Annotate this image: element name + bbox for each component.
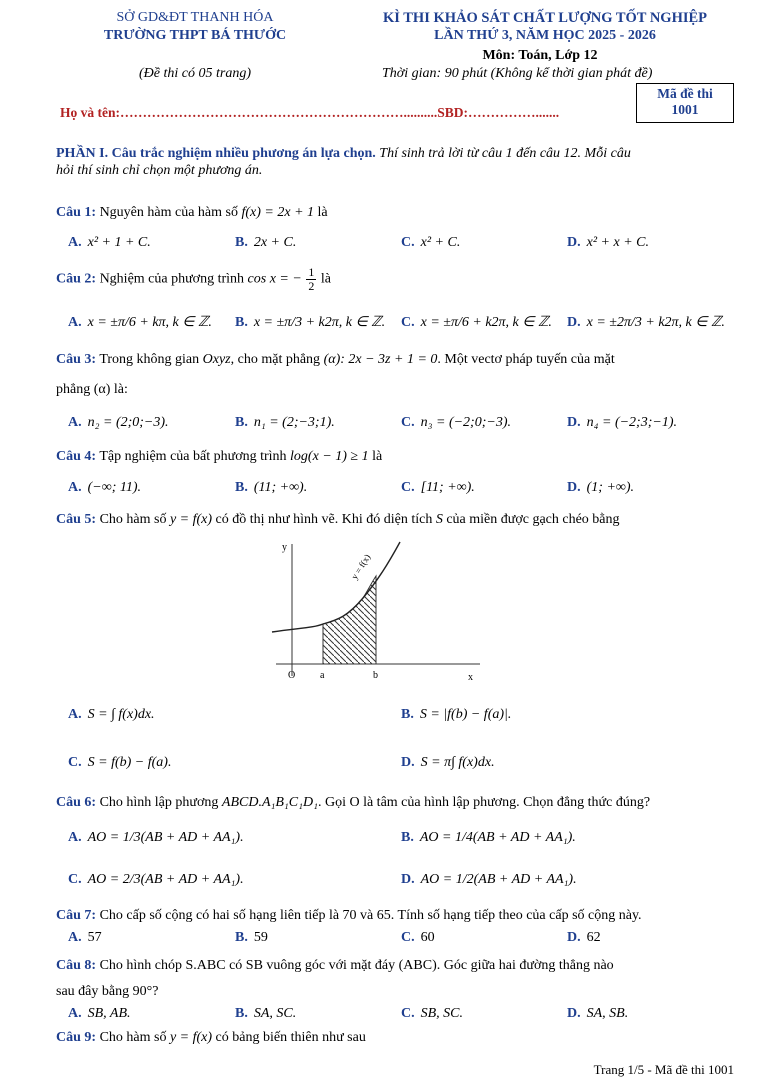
curve-f [272, 542, 400, 632]
q6-option-c[interactable]: C. AO = 2/3(AB + AD + AA₁). [68, 872, 244, 887]
question-text-3: . Một vectơ pháp tuyến của mặt [437, 352, 615, 367]
q1-option-b[interactable]: B. 2x + C. [235, 235, 297, 250]
question-number: Câu 6: [56, 795, 97, 810]
part-instructions-2: hỏi thí sinh chỉ chọn một phương án. [56, 163, 263, 178]
question-number: Câu 4: [56, 449, 97, 464]
area-symbol: S [435, 512, 443, 527]
question-tail: . Gọi O là tâm của hình lập phương. Chọn đẳng thức đúng? [317, 795, 651, 810]
q3-option-c[interactable]: C. n₃ = (−2;0;−3). [401, 415, 511, 430]
question-8-line-2: sau đây bằng 90°? [56, 984, 159, 999]
question-text: Trong không gian [99, 352, 200, 367]
q4-option-d[interactable]: D. (1; +∞). [567, 480, 635, 495]
q8-option-b[interactable]: B. SA, SC. [235, 1006, 297, 1021]
question-text: Nguyên hàm của hàm số [99, 205, 238, 220]
y-axis-label: y [282, 542, 287, 553]
q3-option-d[interactable]: D. n₄ = (−2;3;−1). [567, 415, 677, 430]
question-3-line-2: phẳng (α) là: [56, 382, 128, 397]
area-graph-figure [268, 536, 488, 686]
question-tail: là [320, 271, 331, 287]
question-text: Cho hàm số [99, 512, 167, 527]
part-title: PHẦN I. Câu trắc nghiệm nhiều phương án lựa chọn. [56, 146, 376, 161]
question-9 [56, 1030, 366, 1046]
school-dept: SỞ GD&ĐT THANH HÓA [116, 10, 274, 25]
exam-subject: Môn: Toán, Lớp 12 [482, 48, 598, 63]
q5-option-a[interactable]: A. S = ∫ f(x)dx. [68, 707, 155, 722]
question-number: Câu 7: [56, 908, 97, 923]
question-math: f(x) = 2x + 1 [241, 205, 315, 220]
a-label: a [320, 670, 325, 681]
q8-option-a[interactable]: A. SB, AB. [68, 1006, 131, 1021]
q7-option-c[interactable]: C. 60 [401, 930, 435, 945]
question-math: cos x = − [247, 271, 302, 287]
question-math: y = f(x) [169, 512, 213, 527]
fraction-one-half: $\frac{1}{2}$ [308, 265, 315, 293]
question-text: Cho hình lập phương [99, 795, 219, 810]
question-math: log(x − 1) ≥ 1 [290, 449, 369, 464]
q2-option-b[interactable]: B. x = ±π/3 + k2π, k ∈ ℤ. [235, 315, 386, 330]
question-7 [56, 908, 642, 924]
question-math: Oxyz [202, 352, 231, 367]
q1-option-c[interactable]: C. x² + C. [401, 235, 461, 250]
exam-time: Thời gian: 90 phút (Không kể thời gian phát đề) [382, 66, 653, 81]
question-text: Nghiệm của phương trình [99, 271, 245, 287]
q6-option-a[interactable]: A. AO = 1/3(AB + AD + AA₁). [68, 830, 244, 845]
b-label: b [373, 670, 378, 681]
exam-round: LẦN THỨ 3, NĂM HỌC 2025 - 2026 [434, 28, 656, 43]
part-heading [56, 146, 736, 162]
question-text: Cho cấp số cộng có hai số hạng liên tiếp là 70 và 65. Tính số hạng tiếp theo của cấp số cộng này. [99, 908, 642, 923]
x-axis-label: x [468, 672, 473, 683]
question-number: Câu 1: [56, 205, 97, 220]
question-math: ABCD.A₁B₁C₁D₁ [221, 795, 318, 810]
question-math: y = f(x) [169, 1030, 213, 1045]
question-6 [56, 795, 650, 811]
q6-option-d[interactable]: D. AO = 1/2(AB + AD + AA₁). [401, 872, 577, 887]
question-4 [56, 449, 382, 465]
question-number: Câu 5: [56, 512, 97, 527]
q4-option-c[interactable]: C. [11; +∞). [401, 480, 475, 495]
q5-option-b[interactable]: B. S = |f(b) − f(a)|. [401, 707, 512, 722]
q7-option-b[interactable]: B. 59 [235, 930, 268, 945]
shaded-area [323, 576, 376, 664]
school-name: TRƯỜNG THPT BÁ THƯỚC [103, 28, 287, 43]
question-number: Câu 8: [56, 958, 97, 973]
exam-title: KÌ THI KHẢO SÁT CHẤT LƯỢNG TỐT NGHIỆP [382, 10, 708, 26]
question-text: Cho hàm số [99, 1030, 167, 1045]
q5-option-d[interactable]: D. S = π∫ f(x)dx. [401, 755, 495, 770]
question-tail-2: của miền được gạch chéo bằng [446, 512, 620, 527]
q5-option-c[interactable]: C. S = f(b) − f(a). [68, 755, 172, 770]
q8-option-d[interactable]: D. SA, SB. [567, 1006, 629, 1021]
q3-option-b[interactable]: B. n₁ = (2;−3;1). [235, 415, 335, 430]
q1-option-d[interactable]: D. x² + x + C. [567, 235, 649, 250]
question-number: Câu 3: [56, 352, 97, 367]
exam-code-box [636, 83, 734, 123]
part-instructions: Thí sinh trả lời từ câu 1 đến câu 12. Mỗi câu [379, 146, 631, 161]
question-3 [56, 352, 615, 368]
curve-label: y = f(x) [349, 552, 373, 582]
question-text-2: , cho mặt phẳng [230, 352, 321, 367]
q4-option-a[interactable]: A. (−∞; 11). [68, 480, 141, 495]
q2-option-c[interactable]: C. x = ±π/6 + k2π, k ∈ ℤ. [401, 315, 552, 330]
q7-option-d[interactable]: D. 62 [567, 930, 601, 945]
q2-option-d[interactable]: D. x = ±2π/3 + k2π, k ∈ ℤ. [567, 315, 725, 330]
q6-option-b[interactable]: B. AO = 1/4(AB + AD + AA₁). [401, 830, 576, 845]
plane-equation: (α): 2x − 3z + 1 = 0 [323, 352, 438, 367]
question-text: Cho hình chóp S.ABC có SB vuông góc với mặt đáy (ABC). Góc giữa hai đường thẳng nào [99, 958, 614, 973]
question-text: Tập nghiệm của bất phương trình [99, 449, 287, 464]
question-tail: có bảng biến thiên như sau [215, 1030, 366, 1045]
q3-option-a[interactable]: A. n₂ = (2;0;−3). [68, 415, 169, 430]
exam-code-label: Mã đề thi [657, 86, 713, 101]
question-2 [56, 266, 331, 293]
q8-option-c[interactable]: C. SB, SC. [401, 1006, 464, 1021]
question-tail: là [372, 449, 383, 464]
q2-option-a[interactable]: A. x = ±π/6 + kπ, k ∈ ℤ. [68, 315, 212, 330]
question-number: Câu 2: [56, 271, 97, 287]
q4-option-b[interactable]: B. (11; +∞). [235, 480, 308, 495]
question-8 [56, 958, 614, 974]
page-count-note: (Đề thi có 05 trang) [139, 66, 251, 81]
student-info-line: Họ và tên:………………………………………………………..........SBD:……………....... [60, 105, 560, 120]
question-5 [56, 512, 620, 528]
question-tail: có đồ thị như hình vẽ. Khi đó diện tích [215, 512, 433, 527]
origin-label: O [288, 670, 296, 681]
question-number: Câu 9: [56, 1030, 97, 1045]
q7-option-a[interactable]: A. 57 [68, 930, 102, 945]
question-1 [56, 205, 328, 221]
page-footer: Trang 1/5 - Mã đề thi 1001 [593, 1062, 734, 1077]
q1-option-a[interactable]: A. x² + 1 + C. [68, 235, 151, 250]
question-tail: là [317, 205, 328, 220]
exam-code-value: 1001 [671, 102, 699, 117]
